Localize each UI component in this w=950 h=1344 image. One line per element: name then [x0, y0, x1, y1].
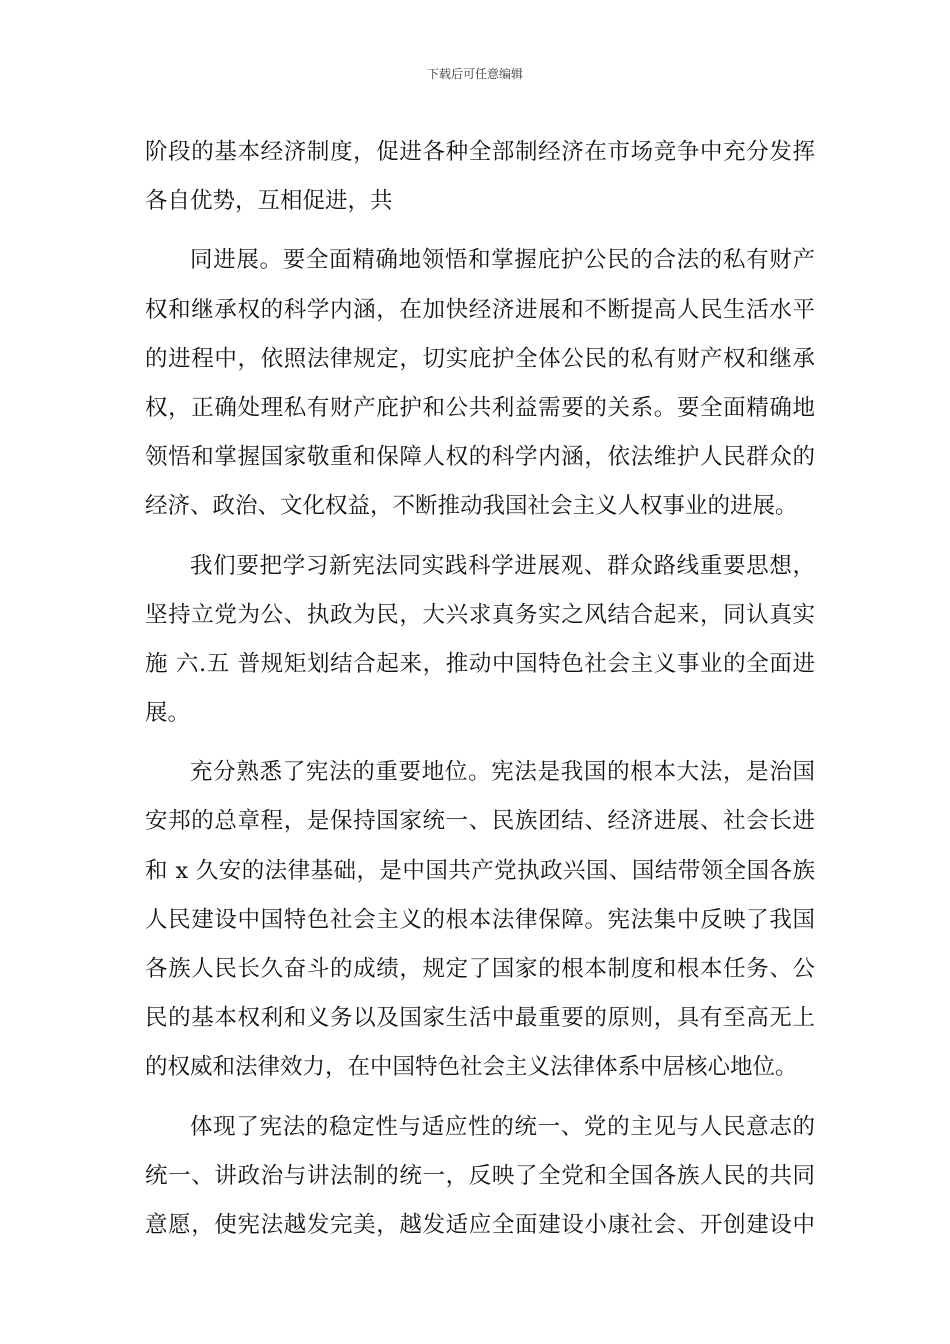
- text-line: 展。: [145, 700, 191, 727]
- text-line: 安邦的总章程，是保持国家统一、民族团结、经济进展、社会长进: [145, 808, 815, 835]
- text-line: 的权威和法律效力，在中国特色社会主义法律体系中居核心地位。: [145, 1054, 798, 1081]
- text-line: 权和继承权的科学内涵，在加快经济进展和不断提高人民生活水平: [145, 296, 815, 323]
- text-line: 同进展。要全面精确地领悟和掌握庇护公民的合法的私有财产: [190, 247, 815, 274]
- text-line: 各自优势，互相促进，共: [145, 188, 393, 215]
- document-body: [145, 128, 815, 1250]
- text-line: 统一、讲政治与讲法制的统一，反映了全党和全国各族人民的共同: [145, 1162, 815, 1189]
- text-line: 我们要把学习新宪法同实践科学进展观、群众路线重要思想，: [190, 552, 815, 579]
- text-line: 意愿，使宪法越发完美，越发适应全面建设小康社会、开创建设中: [145, 1211, 815, 1238]
- text-line: 民的基本权利和义务以及国家生活中最重要的原则，具有至高无上: [145, 1005, 815, 1032]
- text-line: 坚持立党为公、执政为民，大兴求真务实之风结合起来，同认真实: [145, 601, 815, 628]
- text-line: 充分熟悉了宪法的重要地位。宪法是我国的根本大法，是治国: [190, 759, 815, 786]
- text-line: 人民建设中国特色社会主义的根本法律保障。宪法集中反映了我国: [145, 906, 815, 933]
- text-line: 经济、政治、文化权益，不断推动我国社会主义人权事业的进展。: [145, 493, 798, 520]
- text-line: 和 x 久安的法律基础，是中国共产党执政兴国、国结带领全国各族: [145, 857, 815, 884]
- text-line: 阶段的基本经济制度，促进各种全部制经济在市场竞争中充分发挥: [145, 139, 815, 165]
- text-line: 领悟和掌握国家敬重和保障人权的科学内涵，依法维护人民群众的: [145, 444, 815, 471]
- text-line: 体现了宪法的稳定性与适应性的统一、党的主见与人民意志的: [190, 1113, 815, 1140]
- text-line: 各族人民长久奋斗的成绩，规定了国家的根本制度和根本任务、公: [145, 956, 815, 982]
- page-header: 下载后可任意编辑: [426, 67, 523, 81]
- text-line: 的进程中，依照法律规定，切实庇护全体公民的私有财产权和继承: [145, 345, 815, 372]
- text-line: 权，正确处理私有财产庇护和公共利益需要的关系。要全面精确地: [145, 394, 815, 421]
- text-line: 施 六.五 普规矩划结合起来，推动中国特色社会主义事业的全面进: [145, 650, 815, 677]
